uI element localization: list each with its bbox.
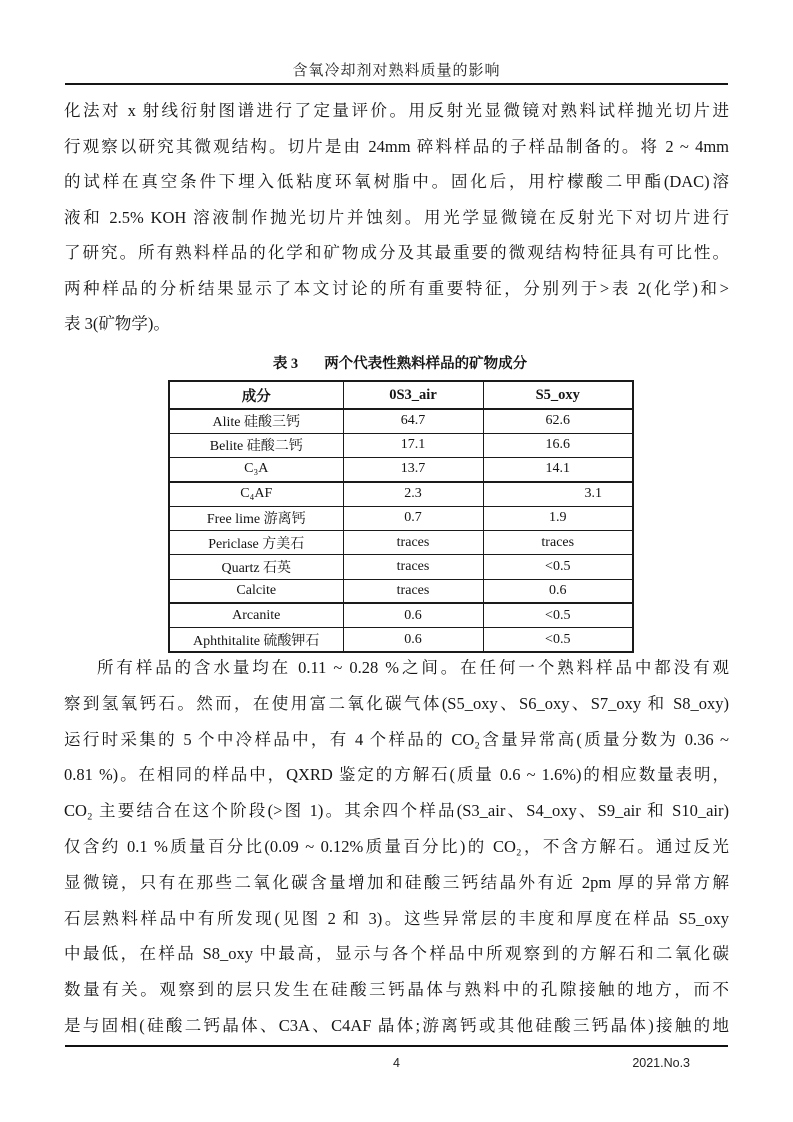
text-line: 仅含约 0.1 %质量百分比(0.09 ~ 0.12%质量百分比)的 CO₂，不含方解石。通过反光 xyxy=(64,836,729,856)
table-caption-label: 表 3 xyxy=(272,356,299,372)
value-cell: 17.1 xyxy=(343,433,483,457)
running-header-title: 含氧冷却剂对熟料质量的影响 xyxy=(292,63,501,79)
table-row xyxy=(169,579,633,603)
value-cell: traces xyxy=(483,530,633,554)
value-cell: <0.5 xyxy=(483,628,633,652)
table-row xyxy=(169,628,633,652)
value-cell: traces xyxy=(343,555,483,579)
column-header-0s3-air: 0S3_air xyxy=(343,381,483,409)
component-cell: Periclase 方美石 xyxy=(169,530,343,554)
component-cell: C₃A xyxy=(169,458,343,482)
text-line: 察到氢氧钙石。然而，在使用富二氧化碳气体(S5_oxy、S6_oxy、S7_oxy 和 S8_oxy) xyxy=(64,693,729,713)
text-line: CO₂ 主要结合在这个阶段(>图 1)。其余四个样品(S3_air、S4_oxy、S9_air 和 S10_air) xyxy=(64,801,729,821)
column-header-s5-oxy: S5_oxy xyxy=(483,381,633,409)
component-cell: Arcanite xyxy=(169,603,343,627)
text-line: 数量有关。观察到的层只发生在硅酸三钙晶体与熟料中的孔隙接触的地方，而不 xyxy=(64,980,729,1000)
value-cell: 14.1 xyxy=(483,458,633,482)
text-line: 显微镜，只有在那些二氧化碳含量增加和硅酸三钙结晶外有近 2pm 厚的异常方解 xyxy=(64,872,729,892)
text-line: 所有样品的含水量均在 0.11 ~ 0.28 %之间。在任何一个熟料样品中都没有观 xyxy=(97,658,729,677)
value-cell: 13.7 xyxy=(343,458,483,482)
component-cell: Free lime 游离钙 xyxy=(169,506,343,530)
column-header-component: 成分 xyxy=(169,381,343,409)
footer-rule xyxy=(65,1045,728,1047)
header-rule xyxy=(65,83,728,85)
table-caption xyxy=(168,352,632,373)
component-cell: Quartz 石英 xyxy=(169,555,343,579)
component-cell: Calcite xyxy=(169,579,343,603)
text-line: 两种样品的分析结果显示了本文讨论的所有重要特征，分别列于>表 2(化学)和> xyxy=(64,278,729,298)
text-line: 了研究。所有熟料样品的化学和矿物成分及其最重要的微观结构特征具有可比性。 xyxy=(64,243,729,262)
table-row xyxy=(169,555,633,579)
value-cell: 16.6 xyxy=(483,433,633,457)
text-line: 是与固相(硅酸二钙晶体、C3A、C4AF 晶体;游离钙或其他硅酸三钙晶体)接触的地 xyxy=(64,1015,729,1035)
value-cell: 0.6 xyxy=(343,628,483,652)
value-cell: 1.9 xyxy=(483,506,633,530)
table-header-row xyxy=(169,381,633,409)
table-row xyxy=(169,433,633,457)
table-row xyxy=(169,409,633,433)
text-line: 石层熟料样品中有所发现(见图 2 和 3)。这些异常层的丰度和厚度在样品 S5_oxy xyxy=(64,908,729,928)
table-row xyxy=(169,506,633,530)
value-cell: <0.5 xyxy=(483,555,633,579)
value-cell: traces xyxy=(343,579,483,603)
component-cell: Alite 硅酸三钙 xyxy=(169,409,343,433)
table-row xyxy=(169,458,633,482)
text-line: 运行时采集的 5 个中冷样品中，有 4 个样品的 CO₂含量异常高(质量分数为 0.36 ~ xyxy=(64,729,729,749)
mineral-composition-table xyxy=(168,380,634,653)
paragraph-2 xyxy=(64,650,729,1044)
component-cell: Aphthitalite 硫酸钾石 xyxy=(169,628,343,652)
table-row xyxy=(169,482,633,506)
value-cell: 3.1 xyxy=(483,482,633,506)
text-line: 表 3(矿物学)。 xyxy=(64,314,170,333)
text-line: 化法对 x 射线衍射图谱进行了定量评价。用反射光显微镜对熟料试样抛光切片进 xyxy=(64,101,729,120)
table-row xyxy=(169,603,633,627)
text-line: 的试样在真空条件下埋入低粘度环氧树脂中。固化后，用柠檬酸二甲酯(DAC)溶 xyxy=(64,172,729,191)
component-cell: Belite 硅酸二钙 xyxy=(169,433,343,457)
value-cell: <0.5 xyxy=(483,603,633,627)
value-cell: 62.6 xyxy=(483,409,633,433)
value-cell: 0.7 xyxy=(343,506,483,530)
text-line: 行观察以研究其微观结构。切片是由 24mm 碎料样品的子样品制备的。将 2 ~ 4mm xyxy=(64,136,729,156)
value-cell: 0.6 xyxy=(343,603,483,627)
value-cell: 2.3 xyxy=(343,482,483,506)
page-number: 4 xyxy=(393,1056,400,1070)
paragraph-1 xyxy=(64,93,729,342)
value-cell: 64.7 xyxy=(343,409,483,433)
component-cell: C₄AF xyxy=(169,482,343,506)
value-cell: traces xyxy=(343,530,483,554)
mineral-table-body xyxy=(169,409,633,652)
value-cell: 0.6 xyxy=(483,579,633,603)
table-caption-text: 两个代表性熟料样品的矿物成分 xyxy=(324,356,528,372)
issue-number: 2021.No.3 xyxy=(632,1056,690,1070)
text-line: 0.81 %)。在相同的样品中，QXRD 鉴定的方解石(质量 0.6 ~ 1.6%)的相应数量表明， xyxy=(64,765,729,785)
table-row xyxy=(169,530,633,554)
text-line: 中最低，在样品 S8_oxy 中最高，显示与各个样品中所观察到的方解石和二氧化碳 xyxy=(64,944,729,964)
text-line: 液和 2.5% KOH 溶液制作抛光切片并蚀刻。用光学显微镜在反射光下对切片进行 xyxy=(64,207,729,227)
